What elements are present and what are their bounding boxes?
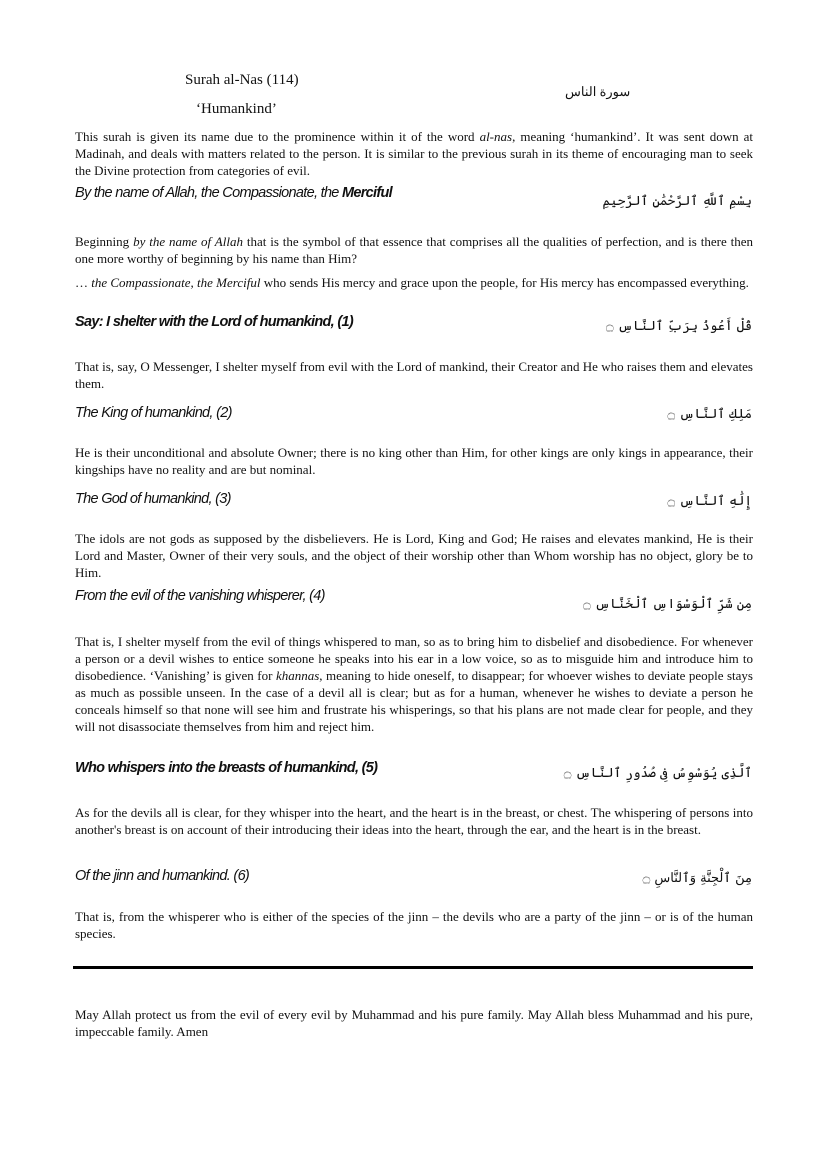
basmala-p2-em: the Compassionate, the Merciful (91, 275, 261, 290)
verse-1-heading: Say: I shelter with the Lord of humankind, (1) (75, 314, 353, 330)
page-title: Surah al-Nas (114) (185, 72, 299, 88)
basmala-p2-b: who sends His mercy and grace upon the people, for His mercy has encompassed everything. (260, 275, 749, 290)
verse-3-arabic: إِلَٰهِ ٱلنَّاسِ ۝ (667, 494, 752, 509)
verse-6-arabic: مِنَ ٱلْجِنَّةِ وَٱلنَّاسِ ۝ (642, 871, 752, 886)
verse-2-text: He is their unconditional and absolute Owner; there is no king other than Him, for other kings are only kings in appearance, their kingships have no reality and are but nominal. (75, 445, 753, 477)
verse-1-text: That is, say, O Messenger, I shelter myself from evil with the Lord of mankind, their Creator and He who raises them and elevates them. (75, 359, 753, 391)
verse-4-text-b: , meaning to hide oneself, to disappear; for whoever wishes to deviate people stays as much as possible unseen. In the case of a devil all is clear; but as for a human, whenever he wishes to deviate a person he conceals himself so that none will see him and frustrate his whisperings, so that his plans are not made clear for people, and they will not disassociate themselves from him and reject him. (75, 668, 753, 734)
verse-4-text (75, 633, 753, 735)
verse-1-arabic: قُلْ أَعُوذُ بِرَبِّ ٱلنَّاسِ ۝ (605, 319, 752, 334)
intro-paragraph (75, 128, 753, 179)
intro-text-1: This surah is given its name due to the prominence within it of the word (75, 129, 480, 144)
section-divider (73, 966, 753, 969)
verse-2-heading: The King of humankind, (2) (75, 405, 232, 421)
verse-4-text-a: That is, I shelter myself from the evil of things whispered to man, so as to bring him to disbelief and disobedience. For whenever a person or a devil wishes to entice someone he speaks into his ear in a low voice, so as to misguide him and introduce him to disobedience. ‘Vanishing’ is given for (75, 634, 753, 683)
basmala-arabic: بِسْمِ ٱللَّهِ ٱلرَّحْمَٰنِ ٱلرَّحِيمِ (602, 194, 752, 209)
basmala-heading-b: Merciful (342, 185, 392, 201)
basmala-paragraph-2 (75, 274, 753, 291)
closing-paragraph: May Allah protect us from the evil of every evil by Muhammad and his pure family. May Allah bless Muhammad and his pure, impeccable family. Amen (75, 1007, 753, 1039)
verse-5-text: As for the devils all is clear, for they whisper into the heart, and the heart is in the breast, or chest. The whispering of persons into another's breast is on account of their introducing their ideas into the heart, through the ear, and the heart is in the breast. (75, 805, 753, 837)
verse-6-text: That is, from the whisperer who is either of the species of the jinn – the devils who are a party of the jinn – or is of the human species. (75, 909, 753, 941)
intro-term: al-nas (479, 129, 513, 144)
basmala-p1-em: by the name of Allah (133, 234, 243, 249)
verse-5-arabic: ٱلَّذِى يُوَسْوِسُ فِى صُدُورِ ٱلنَّاسِ ۝ (563, 766, 752, 781)
verse-4-arabic: مِن شَرِّ ٱلْوَسْوَاسِ ٱلْخَنَّاسِ ۝ (583, 597, 752, 612)
verse-6-heading: Of the jinn and humankind. (6) (75, 868, 250, 884)
basmala-p1-a: Beginning (75, 234, 134, 249)
verse-3-text: The idols are not gods as supposed by the disbelievers. He is Lord, King and God; He raises and elevates mankind, He is their Lord and Master, Owner of their very souls, and the object of their worship other than Whom worship has no object, glory be to Him. (75, 531, 753, 580)
verse-5-heading: Who whispers into the breasts of humankind, (5) (75, 760, 378, 776)
verse-3-heading: The God of humankind, (3) (75, 491, 231, 507)
basmala-heading-a: By the name of Allah, the Compassionate, the (75, 185, 342, 201)
verse-4-term: khannas (275, 668, 320, 683)
basmala-heading (75, 185, 595, 201)
verse-4-heading: From the evil of the vanishing whisperer, (4) (75, 588, 325, 604)
intro-text-2: , meaning ‘humankind’. It was sent down at Madinah, and deals with matters related to the person. It is similar to the previous surah in its theme of encouraging man to seek the Divine protection from categories of evil. (75, 129, 753, 178)
arabic-title: سورة الناس (565, 84, 631, 99)
page-subtitle: ‘Humankind’ (196, 101, 277, 117)
verse-2-arabic: مَلِكِ ٱلنَّاسِ ۝ (667, 407, 752, 422)
basmala-p2-a: … (75, 275, 92, 290)
basmala-paragraph-1 (75, 233, 753, 267)
basmala-p1-b: that is the symbol of that essence that comprises all the qualities of perfection, and is there then one more worthy of beginning by his name than Him? (75, 234, 753, 266)
